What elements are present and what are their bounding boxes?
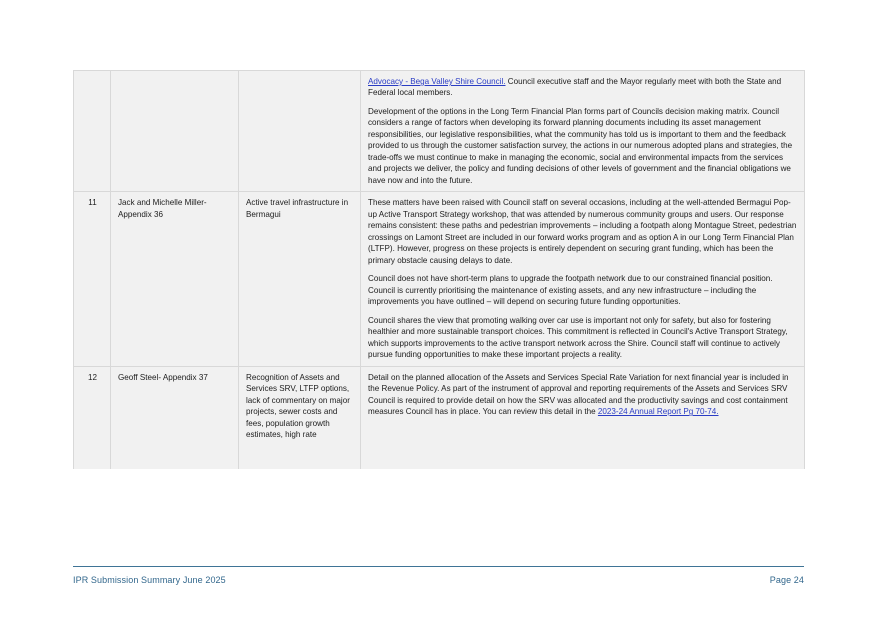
page-footer [73,575,804,585]
row-number-cell [74,71,111,192]
footer-document-title: IPR Submission Summary June 2025 [73,575,226,585]
submitter-cell [111,71,239,192]
response-cell [361,366,805,469]
annual-report-link[interactable]: 2023-24 Annual Report Pg 70-74. [597,407,719,417]
response-paragraph: Development of the options in the Long Term Financial Plan forms part of Councils decision making matrix. Council considers a range of factors when developing its forward planning documents including its asset management responsibilities, our legislative responsibilities, what the community has told us is important to them and the feedback provided to us through the customer satisfaction survey, the actions in our numerous adopted plans and strategies, the trade-offs we must continue to make in managing the economic, social and environmental impacts from the services and projects we deliver, the policy and funding decisions of other levels of government and the financial obligations we have now and into the future. [368,106,793,185]
topic-cell: Recognition of Assets and Services SRV, LTFP options, lack of commentary on major projects, sewer costs and fees, population growth estimates, high rate [239,366,361,469]
response-cell [361,71,805,192]
topic-cell [239,71,361,192]
response-cell [361,192,805,366]
response-text: Council executive staff and the Mayor regularly meet with both the State and Federal local members. [368,77,782,98]
submission-summary-table [73,70,805,469]
row-number-cell: 11 [74,192,111,366]
response-paragraph [368,76,798,99]
topic-cell: Active travel infrastructure in Bermagui [239,192,361,366]
submitter-cell: Geoff Steel- Appendix 37 [111,366,239,469]
response-paragraph: Council shares the view that promoting walking over car use is important not only for safety, but also for fostering healthier and more sustainable transport choices. This commitment is reflected in Council's Active Transport Strategy, which supports improvements to the active transport network across the Shire. Council staff will continue to actively pursue funding opportunities to make these important projects a reality. [368,315,788,360]
table-row [74,71,805,192]
response-paragraph: Council does not have short-term plans to upgrade the footpath network due to our constrained financial position. Council is currently prioritising the maintenance of existing assets, and any new infrastructure – including the improvements you have outlined – will depend on securing future funding opportunities. [368,274,773,307]
response-text: Detail on the planned allocation of the Assets and Services Special Rate Variation for next financial year is included in the Revenue Policy. As part of the instrument of approval and reporting requirements of the Assets and Services SRV Council is required to provide detail on how the SRV was allocated and the productivity savings and cost containment measures Council has in place. You can review this detail in the [368,372,789,417]
response-paragraph [368,372,798,418]
footer-page-number: Page 24 [769,575,804,585]
row-number-cell: 12 [74,366,111,469]
submitter-cell: Jack and Michelle Miller- Appendix 36 [111,192,239,366]
table-row [74,192,805,366]
advocacy-link[interactable]: Advocacy - Bega Valley Shire Council. [368,77,506,86]
response-paragraph: These matters have been raised with Council staff on several occasions, including at the well-attended Bermagui Pop-up Active Transport Strategy workshop, that was attended by numerous community groups and users. Our response remains consistent: these paths and pedestrian improvements – including a footpath along Montague Street, pedestrian crossings on Lamont Street are included in our forward works program and as option A in our Long Term Financial Plan (LTFP). However, progress on these projects is entirely dependent on securing grant funding, which has been the primary obstacle causing delays to date. [368,198,797,265]
table-row [74,366,805,469]
footer-separator-rule [73,566,804,567]
